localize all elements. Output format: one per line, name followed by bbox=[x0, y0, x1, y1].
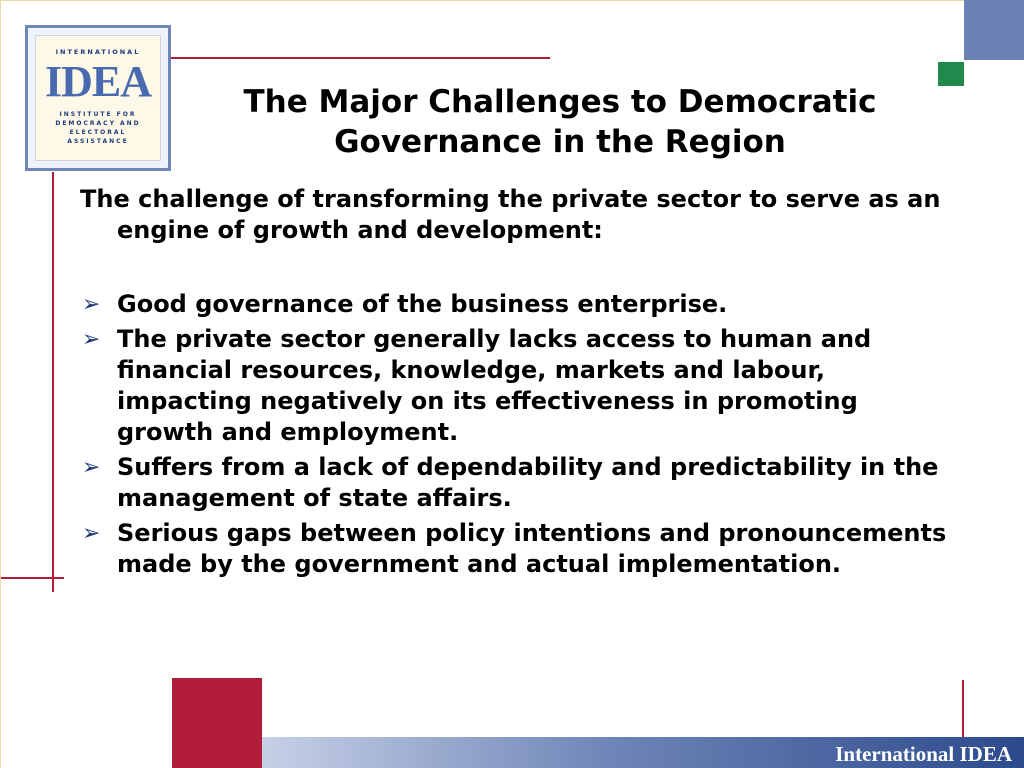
bottom-red-block bbox=[172, 678, 262, 768]
corner-green-square bbox=[938, 62, 964, 86]
arrow-bullet-icon: ➢ bbox=[82, 521, 101, 546]
logo-sub-text: INSTITUTE FOR DEMOCRACY AND ELECTORAL ASSISTANCE bbox=[55, 111, 141, 145]
arrow-bullet-icon: ➢ bbox=[82, 327, 101, 352]
logo-wordmark: IDEA bbox=[44, 57, 152, 106]
top-edge-line bbox=[0, 0, 1024, 1]
logo-panel bbox=[35, 35, 161, 161]
bullet-text: Suffers from a lack of dependability and predictability in the management of state affairs. bbox=[117, 453, 939, 512]
left-cross-rule bbox=[0, 577, 64, 579]
bullet-item bbox=[80, 289, 950, 320]
arrow-bullet-icon: ➢ bbox=[82, 455, 101, 480]
idea-logo bbox=[25, 25, 171, 171]
footer-bar bbox=[262, 737, 1024, 768]
top-rule bbox=[170, 57, 550, 59]
corner-blue-square bbox=[964, 0, 1024, 60]
slide-title: The Major Challenges to Democratic Governance in the Region bbox=[243, 84, 877, 160]
bullet-text: The private sector generally lacks access to human and financial resources, knowledge, markets and labour, impacting negatively on its effectiveness in promoting growth and employment. bbox=[117, 325, 872, 446]
bullet-item bbox=[80, 324, 950, 448]
bullet-item bbox=[80, 452, 950, 514]
logo-top-text: INTERNATIONAL bbox=[55, 48, 141, 56]
footer-brand: International IDEA bbox=[835, 742, 1012, 766]
bullet-text: Good governance of the business enterprise. bbox=[117, 290, 728, 318]
slide-body bbox=[80, 184, 950, 584]
bottom-right-rule bbox=[962, 680, 964, 737]
left-edge-line bbox=[0, 0, 1, 768]
intro-text: The challenge of transforming the private sector to serve as an engine of growth and development: bbox=[80, 185, 941, 244]
bullet-text: Serious gaps between policy intentions and pronouncements made by the government and actual implementation. bbox=[117, 519, 947, 578]
bullet-item bbox=[80, 518, 950, 580]
arrow-bullet-icon: ➢ bbox=[82, 292, 101, 317]
left-rule bbox=[52, 172, 54, 592]
